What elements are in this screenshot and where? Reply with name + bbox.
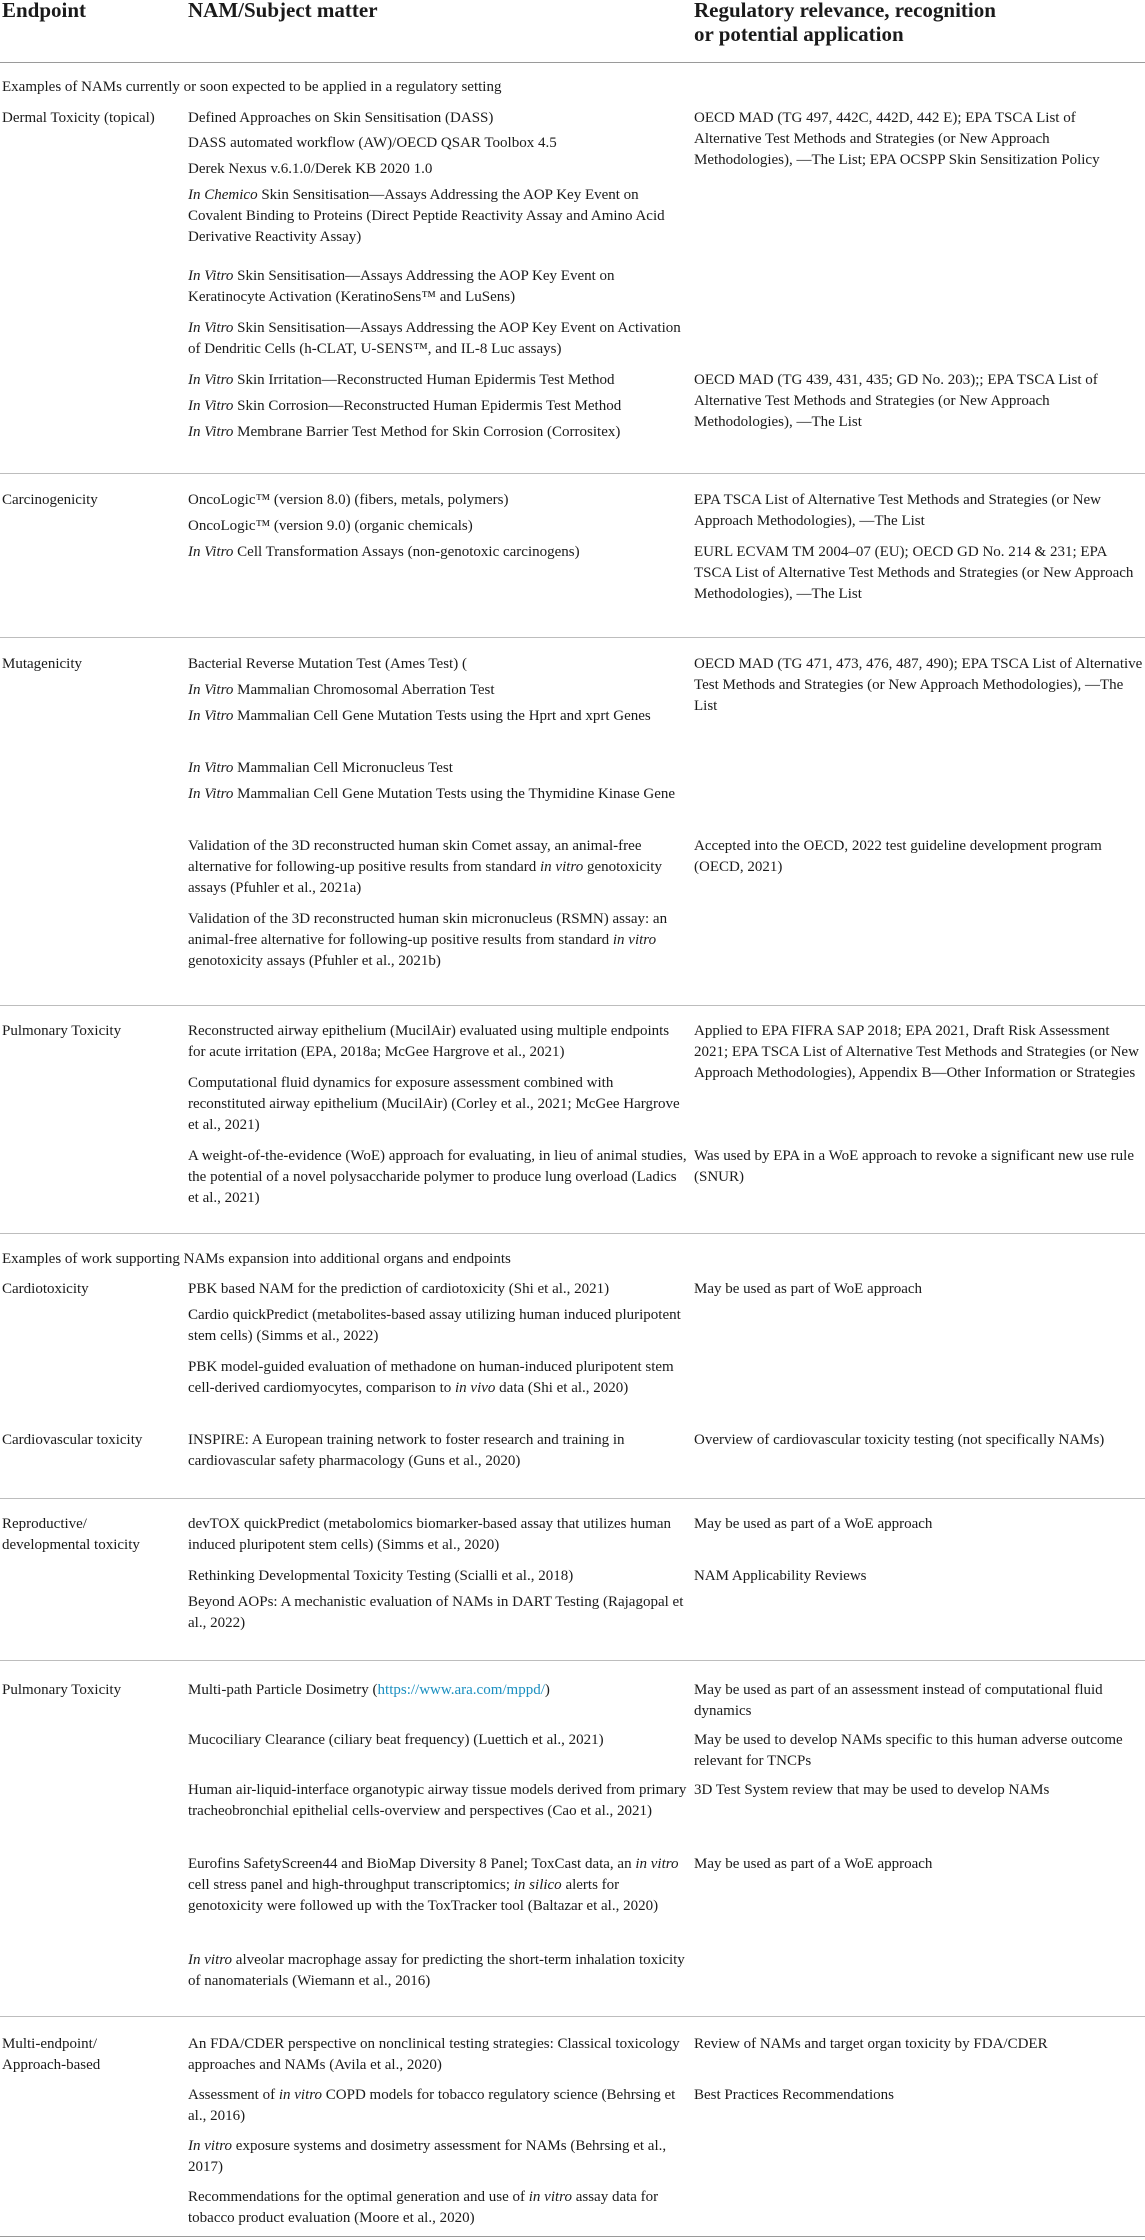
regulatory-item: Review of NAMs and target organ toxicity by FDA/CDER <box>694 2036 1048 2052</box>
nam-item: Rethinking Developmental Toxicity Testing (Scialli et al., 2018) <box>188 1568 574 1584</box>
section-heading-expansion: Examples of work supporting NAMs expansion into additional organs and endpoints <box>2 1251 511 1267</box>
nam-item: Bacterial Reverse Mutation Test (Ames Test) ( <box>188 656 467 672</box>
row-divider <box>0 2016 1145 2017</box>
regulatory-item: May be used as part of WoE approach <box>694 1281 923 1297</box>
col-header-nam: NAM/Subject matter <box>188 0 378 22</box>
nam-item: Validation of the 3D reconstructed human skin Comet assay, an animal-free alternative for following-up positive results from standard in vitro genotoxicity assays (Pfuhler et al., 2021a) <box>188 838 662 896</box>
regulatory-item: Overview of cardiovascular toxicity testing (not specifically NAMs) <box>694 1432 1105 1448</box>
regulatory-item: OECD MAD (TG 471, 473, 476, 487, 490); EPA TSCA List of Alternative Test Methods and Strategies (or New Approach Methodologies), —The List <box>694 656 1143 714</box>
nam-item: PBK model-guided evaluation of methadone on human-induced pluripotent stem cell-derived cardiomyocytes, comparison to in vivo data (Shi et al., 2020) <box>188 1359 674 1396</box>
regulatory-item: Applied to EPA FIFRA SAP 2018; EPA 2021, Draft Risk Assessment 2021; EPA TSCA List of Alternative Test Methods and Strategies (or New Approach Methodologies), Appendix B—Other Information or Strategies <box>694 1023 1139 1081</box>
nam-item: Computational fluid dynamics for exposure assessment combined with reconstituted airway epithelium (MucilAir) (Corley et al., 2021; McGee Hargrove et al., 2021) <box>188 1075 680 1133</box>
col-header-regulatory-line2: or potential application <box>694 22 904 46</box>
endpoint-reproductive: Reproductive/ developmental toxicity <box>2 1516 140 1553</box>
nam-item: Reconstructed airway epithelium (MucilAir) evaluated using multiple endpoints for acute irritation (EPA, 2018a; McGee Hargrove et al., 2021) <box>188 1023 670 1060</box>
nam-item: devTOX quickPredict (metabolomics biomarker-based assay that utilizes human induced pluripotent stem cells) (Simms et al., 2020) <box>188 1516 672 1553</box>
nam-item: In vitro exposure systems and dosimetry assessment for NAMs (Behrsing et al., 2017) <box>188 2138 667 2175</box>
nam-item: Mucociliary Clearance (ciliary beat frequency) (Luettich et al., 2021) <box>188 1732 604 1748</box>
regulatory-item: May be used as part of a WoE approach <box>694 1856 933 1872</box>
regulatory-item: Was used by EPA in a WoE approach to revoke a significant new use rule (SNUR) <box>694 1148 1134 1185</box>
regulatory-item: EURL ECVAM TM 2004–07 (EU); OECD GD No. 214 & 231; EPA TSCA List of Alternative Test Methods and Strategies (or New Approach Methodologies), —The List <box>694 544 1134 602</box>
regulatory-item: OECD MAD (TG 497, 442C, 442D, 442 E); EPA TSCA List of Alternative Test Methods and Strategies (or New Approach Methodologies), —The List; EPA OCSPP Skin Sensitization Policy <box>694 110 1100 168</box>
col-header-endpoint: Endpoint <box>2 0 87 22</box>
endpoint-cardiotoxicity: Cardiotoxicity <box>2 1281 89 1297</box>
regulatory-item: May be used as part of a WoE approach <box>694 1516 933 1532</box>
nam-item: A weight-of-the-evidence (WoE) approach for evaluating, in lieu of animal studies, the potential of a novel polysaccharide polymer to produce lung overload (Ladics et al., 2021) <box>188 1148 687 1206</box>
nam-item: In vitro alveolar macrophage assay for predicting the short-term inhalation toxicity of nanomaterials (Wiemann et al., 2016) <box>188 1952 685 1989</box>
endpoint-mutagenicity: Mutagenicity <box>2 656 82 672</box>
col-header-regulatory <box>694 0 996 46</box>
regulatory-item: May be used to develop NAMs specific to this human adverse outcome relevant for TNCPs <box>694 1732 1123 1769</box>
regulatory-item: Best Practices Recommendations <box>694 2087 894 2103</box>
nam-item: In Vitro Skin Irritation—Reconstructed Human Epidermis Test Method <box>188 372 615 388</box>
nam-item: Human air-liquid-interface organotypic airway tissue models derived from primary tracheobronchial epithelial cells-overview and perspectives (Cao et al., 2021) <box>188 1782 687 1819</box>
endpoint-multi: Multi-endpoint/ Approach-based <box>2 2036 101 2073</box>
regulatory-item: EPA TSCA List of Alternative Test Methods and Strategies (or New Approach Methodologies), —The List <box>694 492 1101 529</box>
nam-item: Multi-path Particle Dosimetry (https://www.ara.com/mppd/) <box>188 1682 550 1698</box>
row-divider <box>0 473 1145 474</box>
endpoint-pulmonary: Pulmonary Toxicity <box>2 1023 122 1039</box>
endpoint-carcinogenicity: Carcinogenicity <box>2 492 98 508</box>
nam-item: DASS automated workflow (AW)/OECD QSAR Toolbox 4.5 <box>188 135 557 151</box>
regulatory-item: NAM Applicability Reviews <box>694 1568 867 1584</box>
nam-item: PBK based NAM for the prediction of cardiotoxicity (Shi et al., 2021) <box>188 1281 610 1297</box>
regulatory-item: 3D Test System review that may be used to develop NAMs <box>694 1782 1050 1798</box>
nam-item: OncoLogic™ (version 8.0) (fibers, metals, polymers) <box>188 492 509 508</box>
row-divider <box>0 1005 1145 1006</box>
nam-item: Assessment of in vitro COPD models for tobacco regulatory science (Behrsing et al., 2016) <box>188 2087 676 2124</box>
nam-item: Eurofins SafetyScreen44 and BioMap Diversity 8 Panel; ToxCast data, an in vitro cell stress panel and high-throughput transcriptomics; in silico alerts for genotoxicity were followed up with the ToxTracker tool (Baltazar et al., 2020) <box>188 1856 679 1914</box>
nam-item: Validation of the 3D reconstructed human skin micronucleus (RSMN) assay: an animal-free alternative for following-up positive results from standard in vitro genotoxicity assays (Pfuhler et al., 2021b) <box>188 911 668 969</box>
nam-item: In Vitro Cell Transformation Assays (non-genotoxic carcinogens) <box>188 544 580 560</box>
row-divider <box>0 1233 1145 1234</box>
nam-item: Recommendations for the optimal generation and use of in vitro assay data for tobacco product evaluation (Moore et al., 2020) <box>188 2189 659 2226</box>
nam-item: Beyond AOPs: A mechanistic evaluation of NAMs in DART Testing (Rajagopal et al., 2022) <box>188 1594 684 1631</box>
nam-item: In Vitro Mammalian Cell Micronucleus Test <box>188 760 453 776</box>
endpoint-pulmonary: Pulmonary Toxicity <box>2 1682 122 1698</box>
table-bottom-rule <box>0 2236 1145 2237</box>
endpoint-cardiovascular: Cardiovascular toxicity <box>2 1432 143 1448</box>
section-heading-regulatory: Examples of NAMs currently or soon expected to be applied in a regulatory setting <box>2 79 502 95</box>
endpoint-dermal: Dermal Toxicity (topical) <box>2 110 155 126</box>
nam-item: Derek Nexus v.6.1.0/Derek KB 2020 1.0 <box>188 161 433 177</box>
nam-item: Defined Approaches on Skin Sensitisation (DASS) <box>188 110 494 126</box>
regulatory-item: May be used as part of an assessment instead of computational fluid dynamics <box>694 1682 1103 1719</box>
mppd-link[interactable]: https://www.ara.com/mppd/ <box>377 1682 545 1698</box>
nam-item: Cardio quickPredict (metabolites-based assay utilizing human induced pluripotent stem cells) (Simms et al., 2022) <box>188 1307 681 1344</box>
nam-item: In Vitro Skin Sensitisation—Assays Addressing the AOP Key Event on Keratinocyte Activation (KeratinoSens™ and LuSens) <box>188 268 615 305</box>
nam-item: In Chemico Skin Sensitisation—Assays Addressing the AOP Key Event on Covalent Binding to Proteins (Direct Peptide Reactivity Assay and Amino Acid Derivative Reactivity Assay) <box>188 187 665 245</box>
regulatory-item: Accepted into the OECD, 2022 test guideline development program (OECD, 2021) <box>694 838 1102 875</box>
col-header-regulatory-line1: Regulatory relevance, recognition <box>694 0 996 22</box>
nam-item: INSPIRE: A European training network to foster research and training in cardiovascular safety pharmacology (Guns et al., 2020) <box>188 1432 625 1469</box>
nam-item: In Vitro Mammalian Cell Gene Mutation Tests using the Thymidine Kinase Gene <box>188 786 676 802</box>
row-divider <box>0 1660 1145 1661</box>
nam-item: In Vitro Skin Corrosion—Reconstructed Human Epidermis Test Method <box>188 398 622 414</box>
nam-item: In Vitro Mammalian Cell Gene Mutation Tests using the Hprt and xprt Genes <box>188 708 651 724</box>
nam-item: In Vitro Skin Sensitisation—Assays Addressing the AOP Key Event on Activation of Dendritic Cells (h-CLAT, U-SENS™, and IL-8 Luc assays) <box>188 320 681 357</box>
nam-item: In Vitro Membrane Barrier Test Method for Skin Corrosion (Corrositex) <box>188 424 621 440</box>
nam-item: An FDA/CDER perspective on nonclinical testing strategies: Classical toxicology approaches and NAMs (Avila et al., 2020) <box>188 2036 680 2073</box>
row-divider <box>0 1498 1145 1499</box>
regulatory-item: OECD MAD (TG 439, 431, 435; GD No. 203);; EPA TSCA List of Alternative Test Methods and Strategies (or New Approach Methodologies), —The List <box>694 372 1098 430</box>
row-divider <box>0 637 1145 638</box>
nam-item: In Vitro Mammalian Chromosomal Aberration Test <box>188 682 495 698</box>
table-header <box>0 0 1145 63</box>
nam-item: OncoLogic™ (version 9.0) (organic chemicals) <box>188 518 473 534</box>
